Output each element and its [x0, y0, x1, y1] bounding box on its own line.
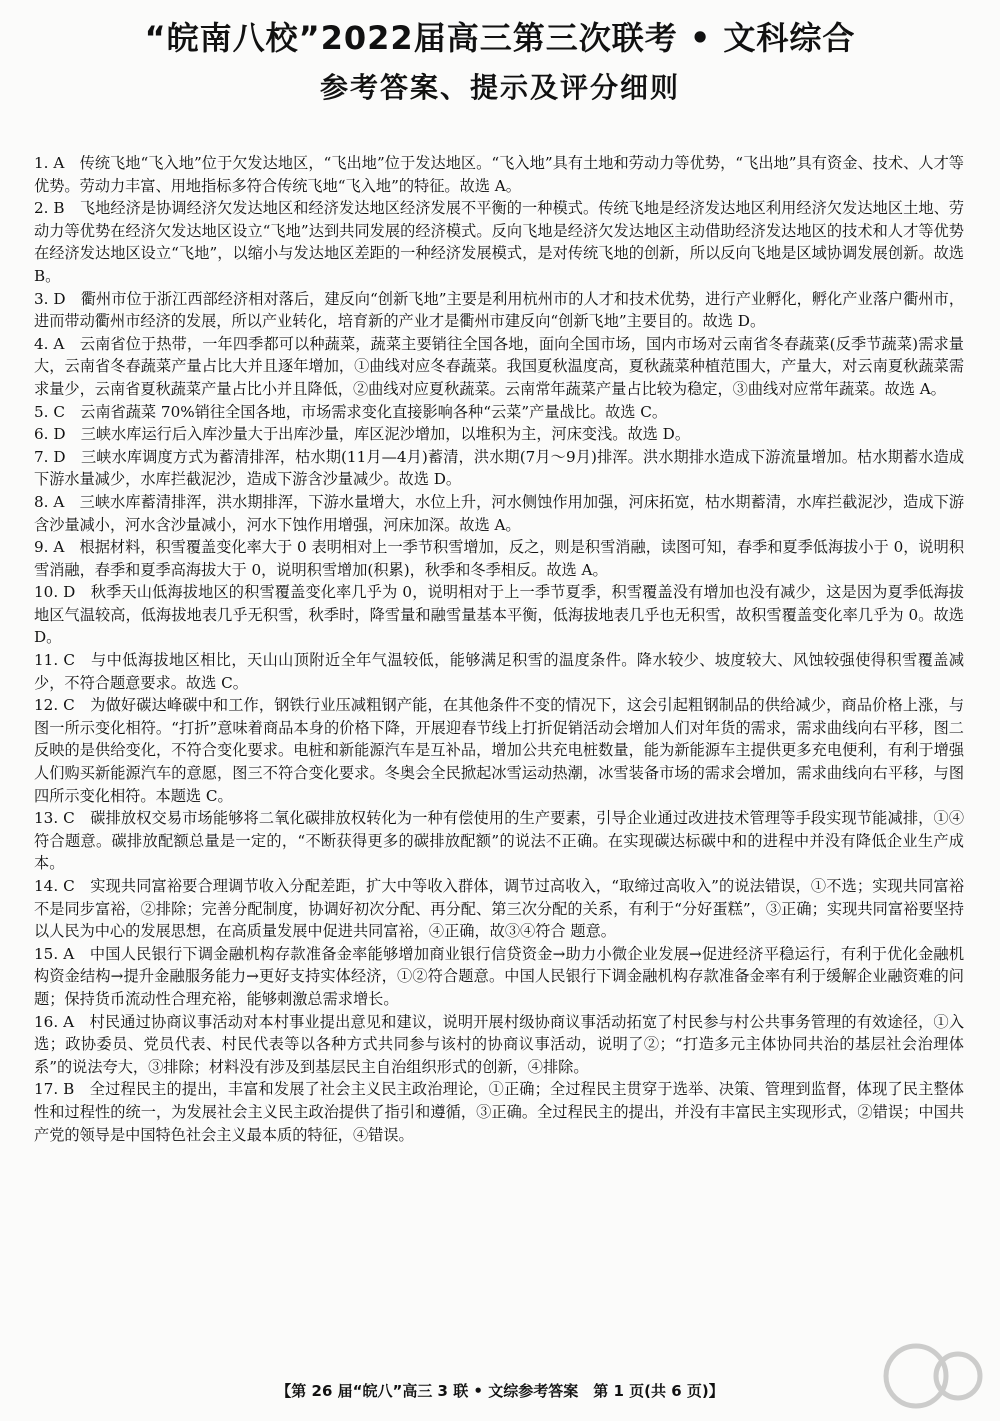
- answer-explanation: 飞地经济是协调经济欠发达地区和经济发达地区经济发展不平衡的一种模式。传统飞地是经济发达地区利用经济欠发达地区土地、劳动力等优势在经济欠发达地区设立“飞地”达到共同发展的经济模式。反向飞地是经济欠发达地区主动借助经济发达地区的技术和人才等优势在经济发达地区设立“飞地”，以缩小与发达地区差距的一种经济发展模式，是对传统飞地的创新，所以反向飞地是区域协调发展创新。故选 B。: [34, 199, 965, 285]
- page-footer: 【第 26 届“皖八”高三 3 联 • 文综参考答案 第 1 页(共 6 页)】: [276, 1382, 724, 1400]
- answer-explanation: 碳排放权交易市场能够将二氧化碳排放权转化为一种有偿使用的生产要素，引导企业通过改进技术管理等手段实现节能减排，①④符合题意。碳排放配额总量是一定的，“不断获得更多的碳排放配额”的说法不正确。在实现碳达标碳中和的进程中并没有降低企业生产成本。: [34, 809, 965, 873]
- watermark-logo-icon: [880, 1340, 990, 1412]
- answer-number: 10. D: [34, 583, 76, 602]
- answer-explanation: 衢州市位于浙江西部经济相对落后，建反向“创新飞地”主要是利用杭州市的人才和技术优势，进行产业孵化，孵化产业落户衢州市，进而带动衢州市经济的发展，所以产业转化，培育新的产业才是衢州市建反向“创新飞地”主要目的。故选 D。: [34, 289, 965, 331]
- answer-item: [34, 694, 964, 807]
- answer-number: 2. B: [34, 199, 65, 218]
- answer-explanation: 传统飞地“飞入地”位于欠发达地区，“飞出地”位于发达地区。“飞入地”具有土地和劳动力等优势，“飞出地”具有资金、技术、人才等优势。劳动力丰富、用地指标多符合传统飞地“飞入地”的特征。故选 A。: [34, 154, 964, 195]
- answer-item: [34, 401, 964, 424]
- answer-number: 4. A: [34, 334, 65, 353]
- document-title: “皖南八校”2022届高三第三次联考 • 文科综合: [144, 19, 856, 57]
- answer-number: 16. A: [34, 1012, 75, 1031]
- answer-item: [34, 649, 964, 694]
- answer-number: 13. C: [34, 809, 75, 828]
- answer-explanation: 秋季天山低海拔地区的积雪覆盖变化率几乎为 0，说明相对于上一季节夏季，积雪覆盖没有增加也没有减少，这是因为夏季低海拔地区气温较高，低海拔地表几乎无积雪，秋季时，降雪量和融雪量基本平衡，低海拔地表几乎也无积雪，故积雪覆盖变化率几乎为 0。故选 D。: [34, 583, 964, 647]
- answer-explanation: 中国人民银行下调金融机构存款准备金率能够增加商业银行信贷资金→助力小微企业发展→促进经济平稳运行，有利于优化金融机构资金结构→提升金融服务能力→更好支持实体经济，①②符合题意。中国人民银行下调金融机构存款准备金率有利于缓解企业融资难的问题；保持货币流动性合理充裕，能够刺激总需求增长。: [34, 944, 965, 1008]
- answer-explanation: 云南省蔬菜 70%销往全国各地，市场需求变化直接影响各种“云菜”产量战比。故选 C。: [80, 402, 668, 421]
- answer-number: 9. A: [34, 538, 65, 557]
- answer-number: 8. A: [34, 492, 65, 511]
- answer-explanation: 村民通过协商议事活动对本村事业提出意见和建议，说明开展村级协商议事活动拓宽了村民参与村公共事务管理的有效途径，①入选；政协委员、党员代表、村民代表等以各种方式共同参与该村的协商议事活动，说明了②；“打造多元主体协同共治的基层社会治理体系”的说法夸大，③排除；材料没有涉及到基层民主自治组织形式的创新，④排除。: [34, 1012, 965, 1076]
- answer-item: [34, 423, 964, 446]
- answer-number: 15. A: [34, 944, 75, 963]
- answer-number: 6. D: [34, 425, 66, 444]
- answer-number: 1. A: [34, 154, 65, 172]
- answer-explanation: 三峡水库蓄清排浑，洪水期排浑，下游水量增大，水位上升，河水侧蚀作用加强，河床拓宽，枯水期蓄清，水库拦截泥沙，造成下游含沙量减小，河水含沙量减小，河水下蚀作用增强，河床加深。故选 A。: [34, 492, 965, 534]
- answer-item: [34, 152, 964, 197]
- answer-number: 7. D: [34, 447, 66, 466]
- answer-number: 12. C: [34, 696, 75, 715]
- answer-item: [34, 197, 964, 287]
- answer-explanation: 根据材料，积雪覆盖变化率大于 0 表明相对上一季节积雪增加，反之，则是积雪消融，读图可知，春季和夏季低海拔小于 0，说明积雪消融，春季和夏季高海拔大于 0，说明积雪增加(积累)，秋季和冬季相反。故选 A。: [34, 538, 965, 579]
- answer-item: [34, 1011, 964, 1079]
- answer-item: [34, 288, 964, 333]
- answer-item: [34, 1078, 964, 1146]
- answer-number: 14. C: [34, 877, 75, 895]
- answer-item: [34, 943, 964, 1011]
- answer-explanation: 为做好碳达峰碳中和工作，钢铁行业压减粗钢产能，在其他条件不变的情况下，这会引起粗钢制品的供给减少，商品价格上涨，与图一所示变化相符。“打折”意味着商品本身的价格下降，开展迎春节线上打折促销活动会增加人们对年货的需求，需求曲线向右平移，图二反映的是供给变化，不符合变化要求。电桩和新能源汽车是互补品，增加公共充电桩数量，能为新能源车主提供更多充电便利，有利于增强人们购买新能源汽车的意愿，图三不符合变化要求。冬奥会全民掀起冰雪运动热潮，冰雪装备市场的需求会增加，需求曲线向右平移，与图四所示变化相符。本题选 C。: [34, 696, 965, 805]
- answer-number: 5. C: [34, 402, 65, 421]
- answer-number: 17. B: [34, 1080, 75, 1099]
- answer-explanation: 实现共同富裕要合理调节收入分配差距，扩大中等收入群体，调节过高收入，“取缔过高收入”的说法错误，①不选；实现共同富裕不是同步富裕，②排除；完善分配制度，协调好初次分配、再分配、第三次分配的关系，有利于“分好蛋糕”，③正确；实现共同富裕要坚持以人民为中心的发展思想，在高质量发展中促进共同富裕，④正确，故③④符合 题意。: [34, 877, 965, 941]
- answer-item: [34, 333, 964, 401]
- answer-item: [34, 536, 964, 581]
- answer-number: 3. D: [34, 289, 66, 308]
- answer-explanation: 全过程民主的提出，丰富和发展了社会主义民主政治理论，①正确；全过程民主贯穿于选举、决策、管理到监督，体现了民主整体性和过程性的统一，为发展社会主义民主政治提供了指引和遵循，③正确。全过程民主的提出，并没有丰富民主实现形式，②错误；中国共产党的领导是中国特色社会主义最本质的特征，④错误。: [34, 1080, 964, 1144]
- answer-explanation: 三峡水库调度方式为蓄清排浑，枯水期(11月—4月)蓄清，洪水期(7月～9月)排浑。洪水期排水造成下游流量增加。枯水期蓄水造成下游水量减少，水库拦截泥沙，造成下游含沙量减少。故选 D。: [34, 447, 965, 489]
- answer-item: [34, 807, 964, 875]
- answer-list: [34, 152, 964, 1146]
- answer-number: 11. C: [34, 651, 76, 670]
- answer-explanation: 与中低海拔地区相比，天山山顶附近全年气温较低，能够满足积雪的温度条件。降水较少、坡度较大、风蚀较强使得积雪覆盖减少，不符合题意要求。故选 C。: [34, 651, 965, 692]
- answer-item: [34, 491, 964, 536]
- answer-item: [34, 446, 964, 491]
- answer-item: [34, 875, 964, 943]
- document-subtitle: 参考答案、提示及评分细则: [319, 71, 680, 104]
- answer-explanation: 三峡水库运行后入库沙量大于出库沙量，库区泥沙增加，以堆积为主，河床变浅。故选 D。: [80, 425, 691, 444]
- answer-item: [34, 581, 964, 649]
- answer-explanation: 云南省位于热带，一年四季都可以种蔬菜，蔬菜主要销往全国各地，面向全国市场，国内市场对云南省冬春蔬菜(反季节蔬菜)需求量大，云南省冬春蔬菜产量占比大并且逐年增加，①曲线对应冬春蔬菜。我国夏秋温度高，夏秋蔬菜种植范围大，产量大，对云南夏秋蔬菜需求量少，云南省夏秋蔬菜产量占比小并且降低，②曲线对应夏秋蔬菜。云南常年蔬菜产量占比较为稳定，③曲线对应常年蔬菜。故选 A。: [34, 334, 964, 398]
